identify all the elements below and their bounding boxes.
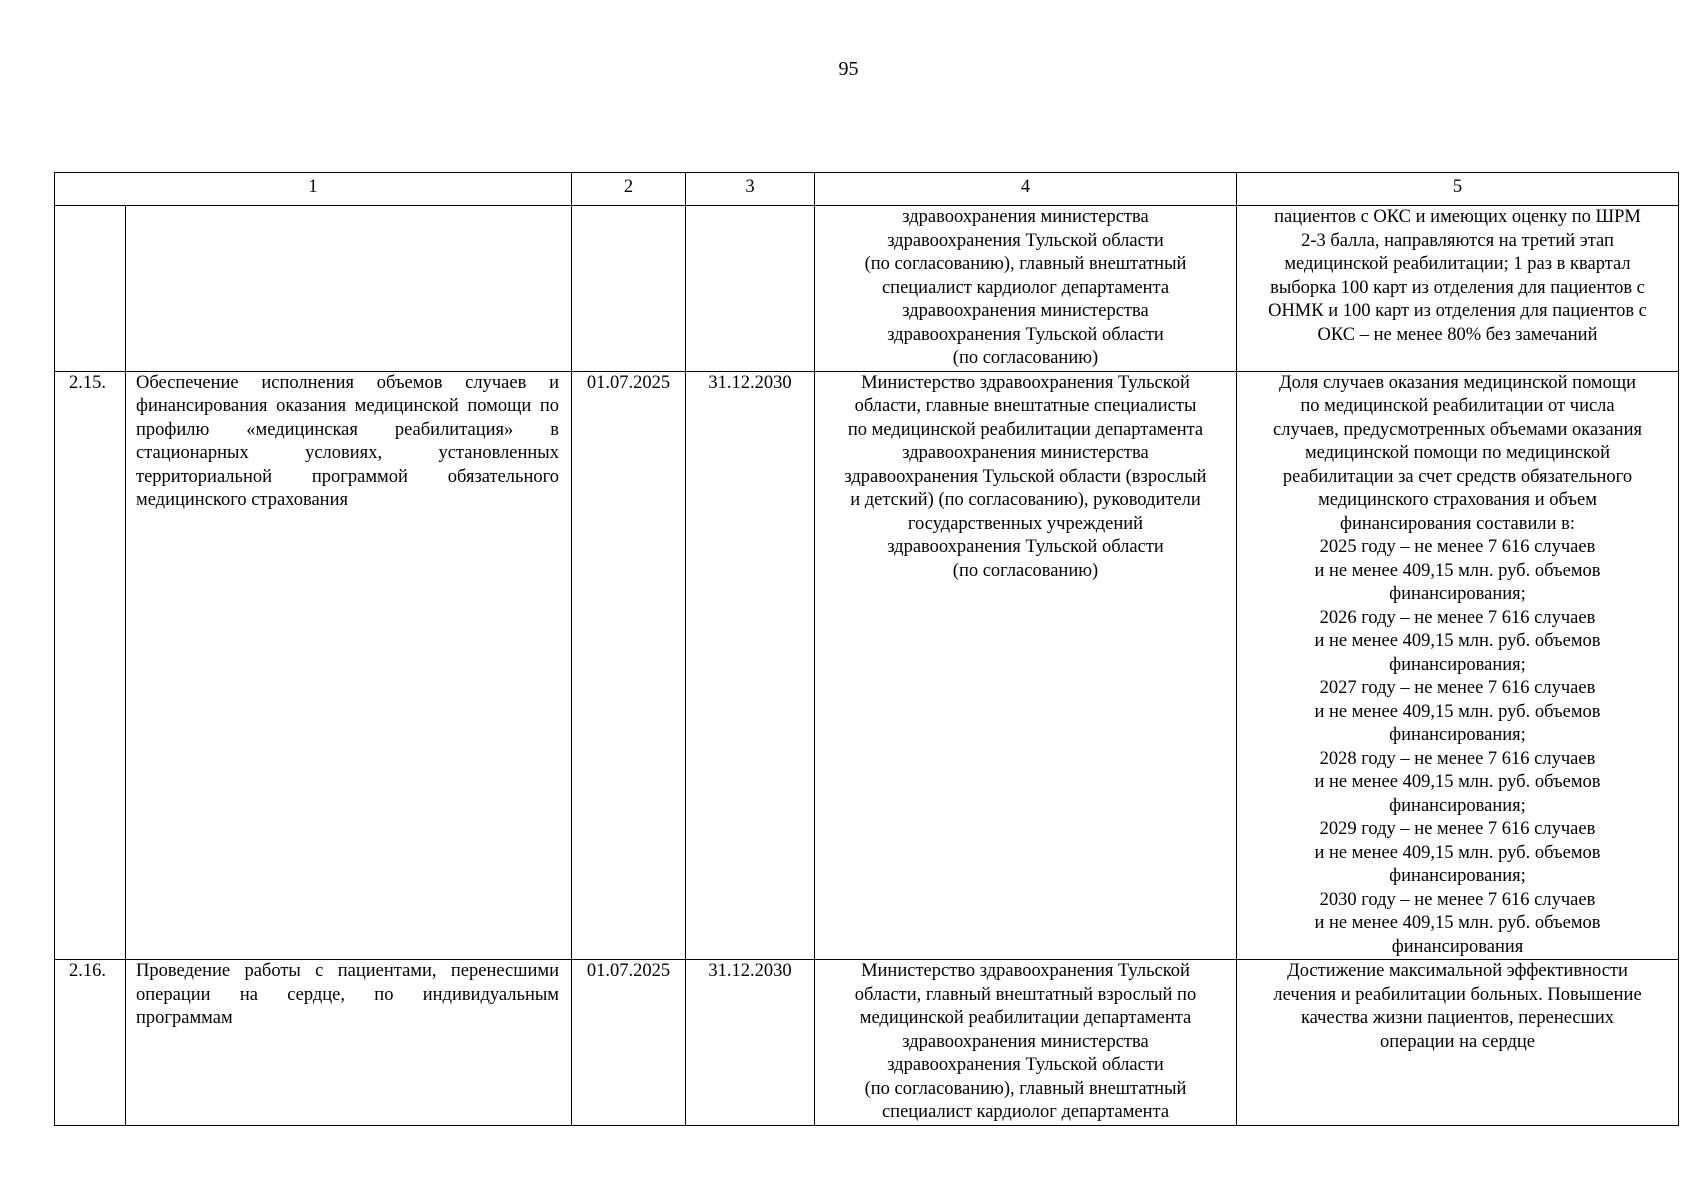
cell-line: и не менее 409,15 млн. руб. объемов (1314, 913, 1601, 933)
cell-line: здравоохранения Тульской области (887, 230, 1164, 251)
cell-line: финансирования; (1389, 866, 1526, 886)
row-end-date (686, 206, 815, 372)
cell-line: здравоохранения министерства (902, 443, 1149, 463)
cell-line: 2030 году – не менее 7 616 случаев (1319, 889, 1596, 910)
row-number: 2.16. (55, 960, 126, 1126)
cell-line: и не менее 409,15 млн. руб. объемов (1314, 560, 1601, 581)
row-measure (126, 206, 572, 372)
cell-line: государственных учреждений (907, 513, 1144, 534)
cell-line: (по согласованию) (952, 348, 1099, 368)
cell-line: Доля случаев оказания медицинской помощи (1278, 372, 1637, 393)
cell-line: и не менее 409,15 млн. руб. объемов (1314, 772, 1601, 792)
cell-line: медицинской помощи по медицинской (1304, 443, 1611, 463)
row-start-date: 01.07.2025 (572, 960, 686, 1126)
cell-line: реабилитации за счет средств обязательного (1282, 466, 1633, 487)
cell-line: пациентов с ОКС и имеющих оценку по ШРМ (1274, 207, 1641, 227)
cell-line: лечения и реабилитации больных. Повышение (1273, 984, 1642, 1005)
cell-line: специалист кардиолог департамента (881, 277, 1170, 298)
cell-line: случаев, предусмотренных объемами оказания (1273, 419, 1642, 440)
table-row (55, 960, 1679, 1126)
row-responsible (815, 960, 1237, 1126)
cell-line: и не менее 409,15 млн. руб. объемов (1314, 701, 1601, 722)
cell-line: ОНМК и 100 карт из отделения для пациентов с (1268, 301, 1647, 321)
column-header-3: 3 (686, 173, 815, 206)
row-end-date: 31.12.2030 (686, 960, 815, 1126)
cell-line: Достижение максимальной эффективности (1287, 961, 1628, 981)
row-responsible (815, 371, 1237, 960)
row-result (1237, 371, 1679, 960)
cell-line: 2-3 балла, направляются на третий этап (1301, 230, 1614, 251)
column-header-1: 1 (55, 173, 572, 206)
cell-line: и не менее 409,15 млн. руб. объемов (1314, 631, 1601, 651)
cell-line: 2025 году – не менее 7 616 случаев (1319, 537, 1596, 557)
cell-line: области, главный внештатный взрослый по (854, 984, 1197, 1005)
cell-line: специалист кардиолог департамента (881, 1102, 1170, 1122)
table-row (55, 371, 1679, 960)
page-number: 95 (838, 58, 859, 80)
row-end-date: 31.12.2030 (686, 371, 815, 960)
cell-line: 2028 году – не менее 7 616 случаев (1319, 748, 1596, 769)
cell-line: здравоохранения Тульской области (взрослый (844, 466, 1207, 487)
row-measure: Проведение работы с пациентами, перенесшими операции на сердце, по индивидуальным программам (126, 960, 572, 1126)
cell-line: Министерство здравоохранения Тульской (861, 961, 1190, 981)
cell-line: здравоохранения Тульской области (887, 324, 1164, 345)
cell-line: финансирования составили в: (1339, 513, 1576, 534)
cell-line: финансирования (1391, 936, 1524, 957)
cell-line: здравоохранения министерства (902, 207, 1149, 227)
cell-line: и детский) (по согласованию), руководители (850, 490, 1201, 510)
cell-line: выборка 100 карт из отделения для пациентов с (1270, 277, 1645, 298)
cell-line: медицинского страхования и объем (1318, 490, 1597, 510)
cell-line: области, главные внештатные специалисты (854, 396, 1197, 416)
cell-line: по медицинской реабилитации от числа (1300, 396, 1615, 416)
cell-line: здравоохранения министерства (902, 1031, 1149, 1052)
cell-line: 2027 году – не менее 7 616 случаев (1319, 678, 1596, 698)
cell-line: 2029 году – не менее 7 616 случаев (1319, 819, 1596, 839)
row-number (55, 206, 126, 372)
row-start-date (572, 206, 686, 372)
row-start-date: 01.07.2025 (572, 371, 686, 960)
row-measure: Обеспечение исполнения объемов случаев и финансирования оказания медицинской помощи по профилю «медицинская реабилитация» в стационарных условиях, установленных территориальной программой обязательного медицинского страхования (126, 371, 572, 960)
cell-line: финансирования; (1389, 795, 1526, 816)
cell-line: и не менее 409,15 млн. руб. объемов (1314, 842, 1601, 863)
cell-line: здравоохранения Тульской области (887, 537, 1164, 557)
cell-line: финансирования; (1389, 654, 1526, 675)
cell-line: (по согласованию), главный внештатный (864, 1078, 1187, 1099)
cell-line: ОКС – не менее 80% без замечаний (1317, 324, 1598, 345)
cell-line: здравоохранения Тульской области (887, 1055, 1164, 1075)
column-header-2: 2 (572, 173, 686, 206)
table-row (55, 206, 1679, 372)
cell-line: медицинской реабилитации департамента (859, 1008, 1192, 1028)
plan-table (54, 172, 1679, 1126)
cell-line: качества жизни пациентов, перенесших (1300, 1008, 1615, 1028)
column-header-5: 5 (1237, 173, 1679, 206)
cell-line: здравоохранения министерства (902, 301, 1149, 321)
column-header-4: 4 (815, 173, 1237, 206)
cell-line: финансирования; (1389, 725, 1526, 745)
cell-line: (по согласованию), главный внештатный (864, 254, 1187, 274)
cell-line: (по согласованию) (952, 560, 1099, 581)
cell-line: 2026 году – не менее 7 616 случаев (1319, 607, 1596, 628)
row-number: 2.15. (55, 371, 126, 960)
table-header-row (55, 173, 1679, 206)
cell-line: операции на сердце (1379, 1031, 1536, 1052)
cell-line: Министерство здравоохранения Тульской (861, 372, 1190, 393)
row-result (1237, 206, 1679, 372)
cell-line: финансирования; (1389, 584, 1526, 604)
cell-line: по медицинской реабилитации департамента (847, 419, 1204, 440)
row-responsible (815, 206, 1237, 372)
cell-line: медицинской реабилитации; 1 раз в квартал (1284, 254, 1631, 274)
row-result (1237, 960, 1679, 1126)
